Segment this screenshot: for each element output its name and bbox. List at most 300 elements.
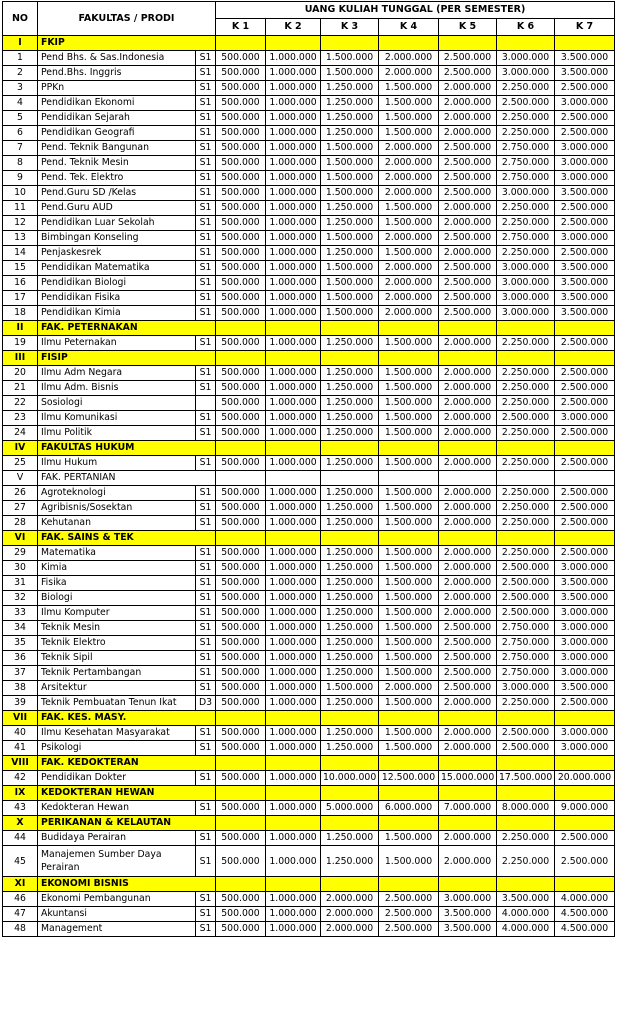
- fee-k2: 1.000.000: [266, 306, 321, 321]
- fee-k6: 2.250.000: [497, 846, 555, 877]
- row-number: 9: [3, 171, 38, 186]
- fee-k6: 3.000.000: [497, 276, 555, 291]
- fee-k2: 1.000.000: [266, 156, 321, 171]
- prodi-name: Arsitektur: [38, 681, 196, 696]
- faculty-empty-cell: [497, 471, 555, 486]
- fee-k3: 1.500.000: [321, 66, 379, 81]
- faculty-empty-cell: [266, 321, 321, 336]
- row-number: 4: [3, 96, 38, 111]
- fee-k6: 2.250.000: [497, 111, 555, 126]
- faculty-empty-cell: [555, 816, 615, 831]
- jenjang: S1: [196, 591, 216, 606]
- jenjang: S1: [196, 366, 216, 381]
- faculty-number: XI: [3, 877, 38, 892]
- fee-k4: 2.000.000: [379, 186, 439, 201]
- faculty-empty-cell: [439, 786, 497, 801]
- header-fakultas: FAKULTAS / PRODI: [38, 2, 216, 36]
- jenjang: S1: [196, 892, 216, 907]
- faculty-name: FISIP: [38, 351, 216, 366]
- row-number: 20: [3, 366, 38, 381]
- row-number: 8: [3, 156, 38, 171]
- fee-k6: 3.000.000: [497, 261, 555, 276]
- fee-k6: 2.750.000: [497, 651, 555, 666]
- fee-k5: 2.000.000: [439, 336, 497, 351]
- fee-k7: 2.500.000: [555, 831, 615, 846]
- faculty-empty-cell: [216, 321, 266, 336]
- table-row: [3, 201, 615, 216]
- table-row: [3, 246, 615, 261]
- fee-k3: 1.250.000: [321, 741, 379, 756]
- fee-k3: 1.250.000: [321, 201, 379, 216]
- fee-k6: 2.250.000: [497, 81, 555, 96]
- prodi-name: Bimbingan Konseling: [38, 231, 196, 246]
- fee-k4: 2.500.000: [379, 907, 439, 922]
- jenjang: S1: [196, 456, 216, 471]
- row-number: 24: [3, 426, 38, 441]
- fee-k4: 1.500.000: [379, 486, 439, 501]
- table-row: [3, 141, 615, 156]
- prodi-name: Akuntansi: [38, 907, 196, 922]
- prodi-name: Pend.Bhs. Inggris: [38, 66, 196, 81]
- faculty-empty-cell: [497, 786, 555, 801]
- fee-k1: 500.000: [216, 66, 266, 81]
- fee-k3: 1.500.000: [321, 171, 379, 186]
- faculty-empty-cell: [439, 351, 497, 366]
- prodi-name: Kedokteran Hewan: [38, 801, 196, 816]
- fee-k5: 2.500.000: [439, 231, 497, 246]
- faculty-empty-cell: [439, 321, 497, 336]
- row-number: 48: [3, 922, 38, 937]
- fee-k1: 500.000: [216, 907, 266, 922]
- faculty-empty-cell: [266, 531, 321, 546]
- table-row: [3, 381, 615, 396]
- jenjang: S1: [196, 411, 216, 426]
- faculty-number: X: [3, 816, 38, 831]
- jenjang: S1: [196, 291, 216, 306]
- row-number: 5: [3, 111, 38, 126]
- faculty-number: VIII: [3, 756, 38, 771]
- faculty-number: I: [3, 36, 38, 51]
- prodi-name: Ekonomi Pembangunan: [38, 892, 196, 907]
- fee-k3: 2.000.000: [321, 922, 379, 937]
- fee-k1: 500.000: [216, 576, 266, 591]
- fee-k3: 1.250.000: [321, 411, 379, 426]
- fee-k2: 1.000.000: [266, 546, 321, 561]
- fee-k1: 500.000: [216, 291, 266, 306]
- faculty-name: EKONOMI BISNIS: [38, 877, 216, 892]
- fee-k5: 2.500.000: [439, 261, 497, 276]
- jenjang: S1: [196, 201, 216, 216]
- fee-k6: 4.000.000: [497, 922, 555, 937]
- fee-k3: 1.500.000: [321, 276, 379, 291]
- prodi-name: Pendidikan Dokter: [38, 771, 196, 786]
- prodi-name: Fisika: [38, 576, 196, 591]
- fee-k4: 2.000.000: [379, 51, 439, 66]
- fee-k4: 1.500.000: [379, 336, 439, 351]
- fee-k4: 12.500.000: [379, 771, 439, 786]
- fee-k7: 3.500.000: [555, 261, 615, 276]
- table-row: [3, 516, 615, 531]
- fee-k1: 500.000: [216, 96, 266, 111]
- faculty-empty-cell: [379, 531, 439, 546]
- prodi-name: Agribisnis/Sosektan: [38, 501, 196, 516]
- fee-k6: 2.750.000: [497, 636, 555, 651]
- fee-k2: 1.000.000: [266, 486, 321, 501]
- table-row: [3, 681, 615, 696]
- table-row: [3, 111, 615, 126]
- fee-k2: 1.000.000: [266, 606, 321, 621]
- fee-k6: 2.750.000: [497, 141, 555, 156]
- row-number: 10: [3, 186, 38, 201]
- header-k5: K 5: [439, 19, 497, 36]
- row-number: 32: [3, 591, 38, 606]
- fee-k2: 1.000.000: [266, 186, 321, 201]
- fee-k1: 500.000: [216, 141, 266, 156]
- fee-k3: 1.500.000: [321, 186, 379, 201]
- table-row: [3, 486, 615, 501]
- fee-k3: 1.250.000: [321, 501, 379, 516]
- prodi-name: Pend.Guru SD /Kelas: [38, 186, 196, 201]
- fee-k4: 1.500.000: [379, 636, 439, 651]
- fee-k1: 500.000: [216, 621, 266, 636]
- fee-k3: 10.000.000: [321, 771, 379, 786]
- fee-k2: 1.000.000: [266, 666, 321, 681]
- jenjang: S1: [196, 771, 216, 786]
- fee-k5: 3.500.000: [439, 907, 497, 922]
- table-row: [3, 66, 615, 81]
- table-row: [3, 726, 615, 741]
- table-row: [3, 651, 615, 666]
- table-row: [3, 831, 615, 846]
- faculty-empty-cell: [321, 351, 379, 366]
- faculty-empty-cell: [321, 816, 379, 831]
- prodi-name: Ilmu Kesehatan Masyarakat: [38, 726, 196, 741]
- faculty-name: FKIP: [38, 36, 216, 51]
- fee-k4: 1.500.000: [379, 426, 439, 441]
- fee-k3: 1.250.000: [321, 636, 379, 651]
- fee-k5: 2.500.000: [439, 276, 497, 291]
- fee-k5: 2.000.000: [439, 126, 497, 141]
- fee-k4: 1.500.000: [379, 366, 439, 381]
- prodi-name: Ilmu Adm. Bisnis: [38, 381, 196, 396]
- fee-k2: 1.000.000: [266, 801, 321, 816]
- fee-k7: 3.000.000: [555, 741, 615, 756]
- fee-k2: 1.000.000: [266, 216, 321, 231]
- fee-k3: 2.000.000: [321, 892, 379, 907]
- faculty-empty-cell: [555, 36, 615, 51]
- row-number: 16: [3, 276, 38, 291]
- fee-k6: 3.000.000: [497, 66, 555, 81]
- header-k6: K 6: [497, 19, 555, 36]
- fee-k3: 1.250.000: [321, 561, 379, 576]
- fee-k1: 500.000: [216, 486, 266, 501]
- table-row: [3, 922, 615, 937]
- table-row: [3, 771, 615, 786]
- fee-k3: 1.250.000: [321, 546, 379, 561]
- prodi-name: Sosiologi: [38, 396, 196, 411]
- prodi-name: Teknik Pembuatan Tenun Ikat: [38, 696, 196, 711]
- fee-k3: 1.500.000: [321, 261, 379, 276]
- fee-k5: 2.000.000: [439, 546, 497, 561]
- fee-k6: 2.250.000: [497, 486, 555, 501]
- row-number: 43: [3, 801, 38, 816]
- fee-k6: 2.250.000: [497, 216, 555, 231]
- fee-k6: 2.500.000: [497, 741, 555, 756]
- table-row: [3, 81, 615, 96]
- faculty-empty-cell: [321, 36, 379, 51]
- fee-k7: 2.500.000: [555, 366, 615, 381]
- prodi-name: Psikologi: [38, 741, 196, 756]
- fee-k2: 1.000.000: [266, 681, 321, 696]
- table-row: [3, 261, 615, 276]
- prodi-name: Ilmu Komunikasi: [38, 411, 196, 426]
- fee-k1: 500.000: [216, 892, 266, 907]
- fee-k2: 1.000.000: [266, 846, 321, 877]
- fee-k6: 2.500.000: [497, 606, 555, 621]
- fee-k7: 3.000.000: [555, 726, 615, 741]
- header-no: NO: [3, 2, 38, 36]
- faculty-empty-cell: [439, 471, 497, 486]
- fee-k5: 2.500.000: [439, 651, 497, 666]
- table-row: [3, 907, 615, 922]
- header-k4: K 4: [379, 19, 439, 36]
- prodi-name: Pendidikan Sejarah: [38, 111, 196, 126]
- fee-k6: 3.500.000: [497, 892, 555, 907]
- fee-k5: 2.000.000: [439, 606, 497, 621]
- fee-k5: 2.500.000: [439, 681, 497, 696]
- fee-k7: 9.000.000: [555, 801, 615, 816]
- row-number: 1: [3, 51, 38, 66]
- prodi-name: Pendidikan Matematika: [38, 261, 196, 276]
- prodi-name: Pend Bhs. & Sas.Indonesia: [38, 51, 196, 66]
- fee-k4: 1.500.000: [379, 561, 439, 576]
- faculty-empty-cell: [497, 321, 555, 336]
- jenjang: S1: [196, 51, 216, 66]
- row-number: 3: [3, 81, 38, 96]
- jenjang: S1: [196, 96, 216, 111]
- table-row: [3, 96, 615, 111]
- fee-k1: 500.000: [216, 201, 266, 216]
- prodi-name: PPKn: [38, 81, 196, 96]
- fee-k1: 500.000: [216, 171, 266, 186]
- fee-k5: 2.000.000: [439, 726, 497, 741]
- fee-k3: 1.250.000: [321, 831, 379, 846]
- faculty-empty-cell: [321, 756, 379, 771]
- row-number: 18: [3, 306, 38, 321]
- fee-k2: 1.000.000: [266, 922, 321, 937]
- fee-k1: 500.000: [216, 922, 266, 937]
- table-row: [3, 186, 615, 201]
- table-row: [3, 606, 615, 621]
- row-number: 27: [3, 501, 38, 516]
- fee-k7: 2.500.000: [555, 696, 615, 711]
- jenjang: S1: [196, 621, 216, 636]
- row-number: 42: [3, 771, 38, 786]
- faculty-empty-cell: [379, 471, 439, 486]
- fee-k1: 500.000: [216, 591, 266, 606]
- fee-k5: 2.000.000: [439, 696, 497, 711]
- row-number: 25: [3, 456, 38, 471]
- fee-k2: 1.000.000: [266, 126, 321, 141]
- fee-k4: 1.500.000: [379, 516, 439, 531]
- fee-k1: 500.000: [216, 261, 266, 276]
- row-number: 14: [3, 246, 38, 261]
- fee-k7: 3.500.000: [555, 306, 615, 321]
- fee-k1: 500.000: [216, 336, 266, 351]
- jenjang: S1: [196, 922, 216, 937]
- fee-k2: 1.000.000: [266, 501, 321, 516]
- faculty-empty-cell: [439, 711, 497, 726]
- fee-k6: 2.750.000: [497, 171, 555, 186]
- prodi-name: Budidaya Perairan: [38, 831, 196, 846]
- jenjang: S1: [196, 501, 216, 516]
- table-row: [3, 456, 615, 471]
- fee-k1: 500.000: [216, 306, 266, 321]
- fee-k1: 500.000: [216, 186, 266, 201]
- fee-k3: 1.250.000: [321, 216, 379, 231]
- header-k7: K 7: [555, 19, 615, 36]
- faculty-empty-cell: [216, 441, 266, 456]
- table-row: [3, 426, 615, 441]
- row-number: 47: [3, 907, 38, 922]
- faculty-empty-cell: [321, 531, 379, 546]
- fee-k6: 2.250.000: [497, 831, 555, 846]
- fee-k4: 1.500.000: [379, 381, 439, 396]
- fee-k2: 1.000.000: [266, 907, 321, 922]
- fee-k6: 2.500.000: [497, 96, 555, 111]
- faculty-empty-cell: [216, 36, 266, 51]
- row-number: 11: [3, 201, 38, 216]
- fee-k1: 500.000: [216, 726, 266, 741]
- fee-k7: 3.000.000: [555, 411, 615, 426]
- fee-k7: 3.500.000: [555, 186, 615, 201]
- fee-k3: 1.500.000: [321, 51, 379, 66]
- fee-k4: 1.500.000: [379, 456, 439, 471]
- prodi-name: Pend. Teknik Bangunan: [38, 141, 196, 156]
- jenjang: S1: [196, 216, 216, 231]
- fee-k1: 500.000: [216, 696, 266, 711]
- prodi-name: Pendidikan Geografi: [38, 126, 196, 141]
- faculty-empty-cell: [266, 36, 321, 51]
- fee-k2: 1.000.000: [266, 261, 321, 276]
- prodi-name: Teknik Pertambangan: [38, 666, 196, 681]
- faculty-empty-cell: [266, 877, 321, 892]
- fee-k2: 1.000.000: [266, 366, 321, 381]
- table-row: [3, 171, 615, 186]
- fee-k5: 3.000.000: [439, 892, 497, 907]
- fee-k2: 1.000.000: [266, 726, 321, 741]
- faculty-empty-cell: [497, 816, 555, 831]
- fee-k1: 500.000: [216, 606, 266, 621]
- fee-k5: 2.000.000: [439, 396, 497, 411]
- jenjang: S1: [196, 186, 216, 201]
- table-row: [3, 231, 615, 246]
- faculty-empty-cell: [497, 756, 555, 771]
- fee-k4: 2.500.000: [379, 892, 439, 907]
- jenjang: S1: [196, 306, 216, 321]
- fee-k7: 3.500.000: [555, 681, 615, 696]
- jenjang: S1: [196, 171, 216, 186]
- jenjang: S1: [196, 606, 216, 621]
- row-number: 21: [3, 381, 38, 396]
- fee-k3: 1.250.000: [321, 381, 379, 396]
- prodi-name: Ilmu Hukum: [38, 456, 196, 471]
- jenjang: S1: [196, 381, 216, 396]
- fee-k4: 1.500.000: [379, 201, 439, 216]
- fee-k6: 2.250.000: [497, 396, 555, 411]
- fee-k7: 3.000.000: [555, 96, 615, 111]
- table-row: [3, 336, 615, 351]
- fee-k1: 500.000: [216, 381, 266, 396]
- prodi-name: Kehutanan: [38, 516, 196, 531]
- row-number: 33: [3, 606, 38, 621]
- prodi-name: Pend. Tek. Elektro: [38, 171, 196, 186]
- fee-k5: 2.000.000: [439, 426, 497, 441]
- row-number: 17: [3, 291, 38, 306]
- fee-k1: 500.000: [216, 771, 266, 786]
- fee-k7: 2.500.000: [555, 546, 615, 561]
- faculty-empty-cell: [497, 711, 555, 726]
- fee-k6: 2.250.000: [497, 696, 555, 711]
- row-number: 6: [3, 126, 38, 141]
- fee-k2: 1.000.000: [266, 651, 321, 666]
- faculty-empty-cell: [321, 321, 379, 336]
- fee-k2: 1.000.000: [266, 456, 321, 471]
- fee-k7: 3.500.000: [555, 591, 615, 606]
- fee-k5: 2.500.000: [439, 171, 497, 186]
- fee-k1: 500.000: [216, 231, 266, 246]
- faculty-row: [3, 36, 615, 51]
- prodi-name: Pendidikan Luar Sekolah: [38, 216, 196, 231]
- prodi-name: Ilmu Peternakan: [38, 336, 196, 351]
- fee-k2: 1.000.000: [266, 246, 321, 261]
- fee-k5: 2.500.000: [439, 291, 497, 306]
- faculty-name: FAK. PERTANIAN: [38, 471, 216, 486]
- prodi-name: Matematika: [38, 546, 196, 561]
- row-number: 15: [3, 261, 38, 276]
- faculty-empty-cell: [497, 877, 555, 892]
- fee-k3: 1.250.000: [321, 336, 379, 351]
- faculty-empty-cell: [555, 471, 615, 486]
- fee-k4: 1.500.000: [379, 666, 439, 681]
- fee-k4: 1.500.000: [379, 606, 439, 621]
- row-number: 22: [3, 396, 38, 411]
- jenjang: S1: [196, 111, 216, 126]
- faculty-number: II: [3, 321, 38, 336]
- fee-k1: 500.000: [216, 561, 266, 576]
- fee-k6: 2.500.000: [497, 411, 555, 426]
- fee-k4: 2.000.000: [379, 681, 439, 696]
- fee-k5: 2.000.000: [439, 366, 497, 381]
- row-number: 37: [3, 666, 38, 681]
- fee-k1: 500.000: [216, 456, 266, 471]
- faculty-empty-cell: [216, 786, 266, 801]
- fee-k3: 1.250.000: [321, 696, 379, 711]
- fee-k7: 2.500.000: [555, 396, 615, 411]
- fee-k5: 2.000.000: [439, 456, 497, 471]
- faculty-empty-cell: [555, 877, 615, 892]
- fee-k3: 1.500.000: [321, 156, 379, 171]
- row-number: 38: [3, 681, 38, 696]
- fee-k5: 2.500.000: [439, 186, 497, 201]
- fee-k3: 1.250.000: [321, 456, 379, 471]
- fee-k1: 500.000: [216, 651, 266, 666]
- jenjang: S1: [196, 426, 216, 441]
- fee-k5: 7.000.000: [439, 801, 497, 816]
- table-row: [3, 666, 615, 681]
- fee-k7: 2.500.000: [555, 126, 615, 141]
- fee-k1: 500.000: [216, 501, 266, 516]
